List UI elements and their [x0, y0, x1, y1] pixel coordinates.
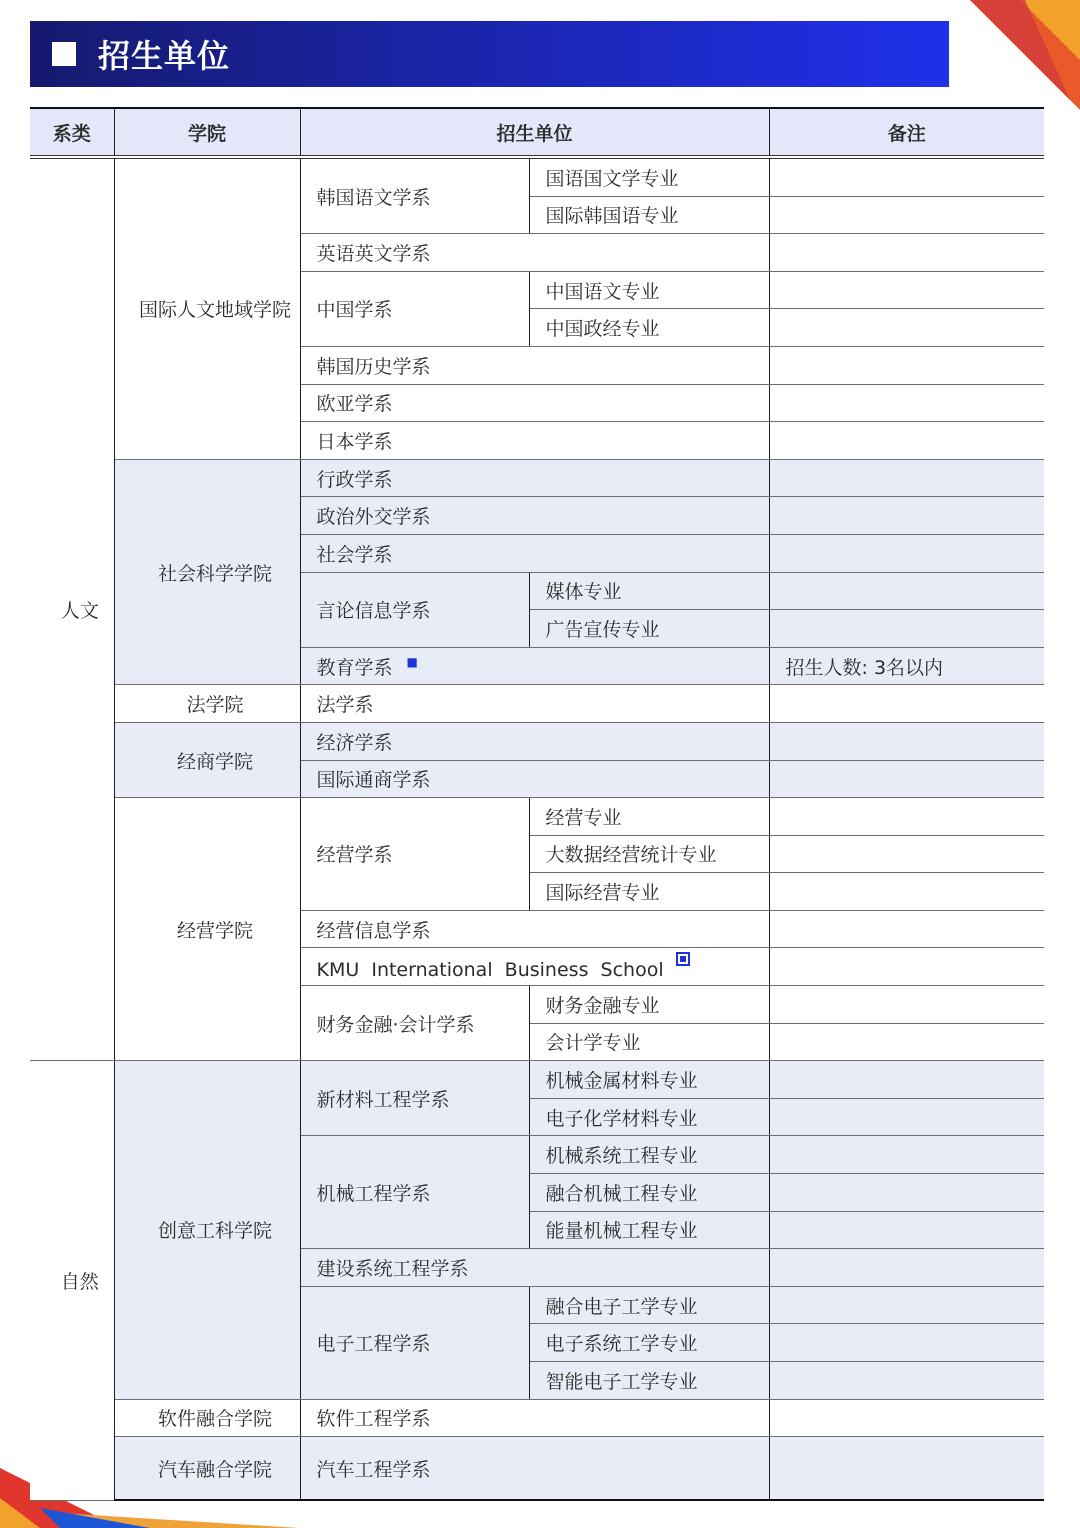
- note-cell: [769, 760, 1044, 798]
- major-metal-materials: 机械金属材料专业: [529, 1061, 769, 1099]
- major-finance: 财务金融专业: [529, 986, 769, 1024]
- note-cell: [769, 157, 1044, 196]
- table-row: [30, 722, 1044, 760]
- note-cell: [769, 986, 1044, 1024]
- admission-units-table: [30, 107, 1044, 1501]
- college-creative-engineering: 创意工科学院: [114, 1061, 300, 1399]
- dept-politics: 政治外交学系: [300, 497, 769, 535]
- dept-korean-history: 韩国历史学系: [300, 346, 769, 384]
- table-row: [30, 685, 1044, 723]
- note-cell: [769, 1362, 1044, 1400]
- header-category: 系类: [30, 108, 114, 157]
- note-cell: [769, 459, 1044, 497]
- square-marker-icon: [676, 952, 690, 966]
- major-china-politics: 中国政经专业: [529, 309, 769, 347]
- note-cell: [769, 572, 1044, 610]
- table-header-row: [30, 108, 1044, 157]
- note-cell: [769, 346, 1044, 384]
- category-humanities: 人文: [30, 157, 114, 1061]
- college-social-science: 社会科学学院: [114, 459, 300, 685]
- dept-sociology: 社会学系: [300, 534, 769, 572]
- major-elec-chem-materials: 电子化学材料专业: [529, 1098, 769, 1136]
- dept-law: 法学系: [300, 685, 769, 723]
- note-cell: [769, 384, 1044, 422]
- dept-korean: 韩国语文学系: [300, 157, 529, 234]
- note-cell: [769, 271, 1044, 309]
- major-business: 经营专业: [529, 798, 769, 836]
- major-advertising: 广告宣传专业: [529, 610, 769, 648]
- major-energy-mech: 能量机械工程专业: [529, 1211, 769, 1249]
- section-title: 招生单位: [98, 37, 231, 75]
- note-cell: [769, 610, 1044, 648]
- dept-china: 中国学系: [300, 271, 529, 346]
- major-accounting: 会计学专业: [529, 1023, 769, 1061]
- dot-marker-icon: ■: [406, 655, 418, 670]
- dept-education-cell: [300, 647, 769, 685]
- dept-kmu-ibs: KMU International Business School: [316, 959, 664, 982]
- dept-economics: 经济学系: [300, 722, 769, 760]
- major-intl-business: 国际经营专业: [529, 873, 769, 911]
- dept-software: 软件工程学系: [300, 1399, 769, 1437]
- note-cell: [769, 196, 1044, 234]
- header-unit: 招生单位: [300, 108, 769, 157]
- note-cell: [769, 1023, 1044, 1061]
- major-smart-elec: 智能电子工学专业: [529, 1362, 769, 1400]
- dept-media-info: 言论信息学系: [300, 572, 529, 647]
- table-row: [30, 798, 1044, 836]
- note-cell: [769, 835, 1044, 873]
- note-cell: [769, 497, 1044, 535]
- corner-decoration-top-right: [930, 0, 1080, 110]
- note-cell: [769, 722, 1044, 760]
- table-row: [30, 1061, 1044, 1099]
- note-cell: [769, 1061, 1044, 1099]
- note-cell: [769, 685, 1044, 723]
- table-row: [30, 157, 1044, 196]
- table-row: [30, 1437, 1044, 1501]
- major-fusion-elec: 融合电子工学专业: [529, 1286, 769, 1324]
- note-cell: [769, 910, 1044, 948]
- major-mech-systems: 机械系统工程专业: [529, 1136, 769, 1174]
- header-note: 备注: [769, 108, 1044, 157]
- note-cell: [769, 534, 1044, 572]
- dept-mechanical: 机械工程学系: [300, 1136, 529, 1249]
- dept-japan: 日本学系: [300, 422, 769, 460]
- major-chinese-lang: 中国语文专业: [529, 271, 769, 309]
- college-business: 经营学院: [114, 798, 300, 1061]
- note-cell: [769, 1399, 1044, 1437]
- major-korean-lang: 国语国文学专业: [529, 157, 769, 196]
- dept-finance-accounting: 财务金融·会计学系: [300, 986, 529, 1061]
- dept-new-materials: 新材料工程学系: [300, 1061, 529, 1136]
- square-bullet-icon: [52, 42, 76, 66]
- category-science: 自然: [30, 1061, 114, 1500]
- note-cell: [769, 309, 1044, 347]
- college-law: 法学院: [114, 685, 300, 723]
- table-row: [30, 459, 1044, 497]
- college-economics-trade: 经商学院: [114, 722, 300, 797]
- dept-admin: 行政学系: [300, 459, 769, 497]
- note-cell: [769, 1249, 1044, 1287]
- dept-intl-trade: 国际通商学系: [300, 760, 769, 798]
- header-college: 学院: [114, 108, 300, 157]
- dept-management: 经营学系: [300, 798, 529, 911]
- dept-automotive: 汽车工程学系: [300, 1437, 769, 1501]
- note-cell: [769, 1174, 1044, 1212]
- dept-education: 教育学系: [316, 656, 393, 679]
- dept-kmu-cell: [300, 948, 769, 986]
- dept-electronic: 电子工程学系: [300, 1286, 529, 1399]
- dept-construction: 建设系统工程学系: [300, 1249, 769, 1287]
- major-bigdata: 大数据经营统计专业: [529, 835, 769, 873]
- dept-eurasia: 欧亚学系: [300, 384, 769, 422]
- dept-mis: 经营信息学系: [300, 910, 769, 948]
- note-cell: [769, 1136, 1044, 1174]
- table-row: [30, 1399, 1044, 1437]
- note-cell: [769, 798, 1044, 836]
- college-software: 软件融合学院: [114, 1399, 300, 1437]
- major-elec-systems: 电子系统工学专业: [529, 1324, 769, 1362]
- note-cell: [769, 948, 1044, 986]
- note-cell: [769, 422, 1044, 460]
- college-automotive: 汽车融合学院: [114, 1437, 300, 1501]
- college-intl-humanities: 国际人文地域学院: [114, 157, 300, 459]
- note-cell: [769, 1286, 1044, 1324]
- note-cell: [769, 1098, 1044, 1136]
- note-cell: [769, 1324, 1044, 1362]
- note-cell: [769, 873, 1044, 911]
- note-cell: [769, 234, 1044, 272]
- major-intl-korean: 国际韩国语专业: [529, 196, 769, 234]
- note-cell: [769, 1437, 1044, 1501]
- note-cell: [769, 1211, 1044, 1249]
- major-media: 媒体专业: [529, 572, 769, 610]
- section-title-bar: [30, 21, 949, 87]
- dept-english: 英语英文学系: [300, 234, 769, 272]
- major-fusion-mech: 融合机械工程专业: [529, 1174, 769, 1212]
- note-education: 招生人数: 3名以内: [769, 647, 1044, 685]
